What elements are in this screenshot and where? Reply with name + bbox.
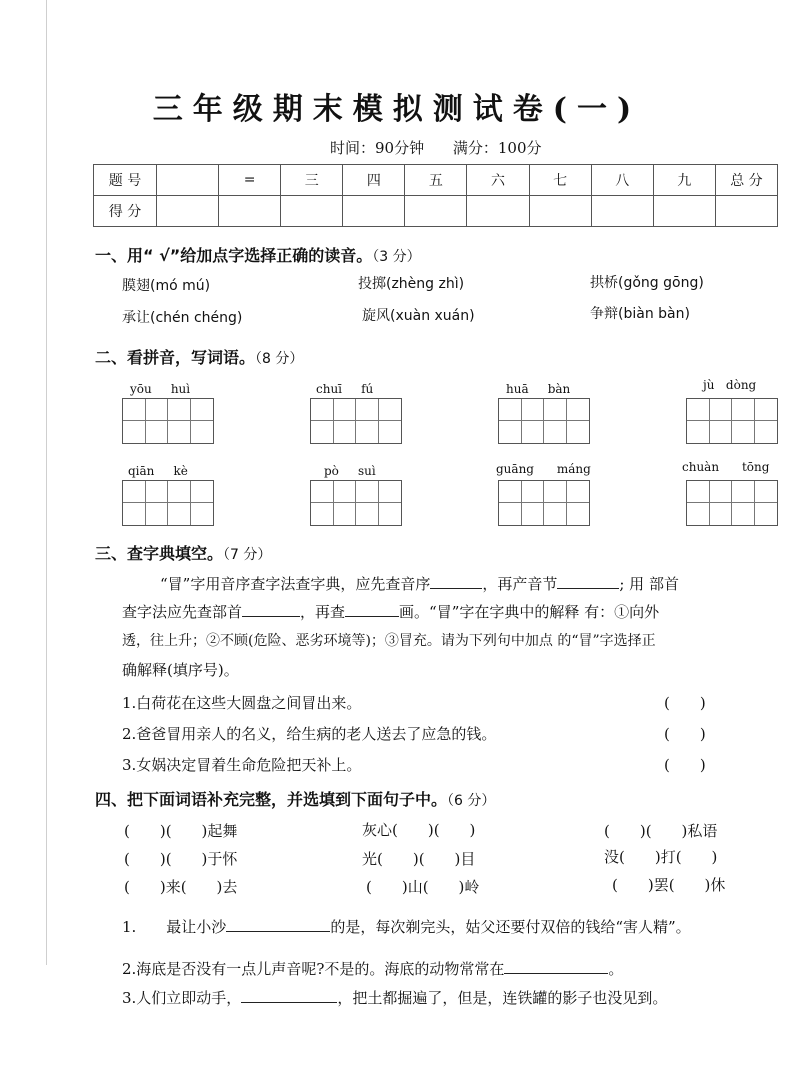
score-input-cell[interactable] [157, 196, 219, 227]
idiom-fill[interactable]: ( )( )于怀 [124, 850, 238, 868]
idiom-fill[interactable]: ( )来( )去 [124, 878, 238, 896]
score-input-cell[interactable] [219, 196, 281, 227]
idiom-fill[interactable]: ( )山( )岭 [366, 878, 480, 896]
score-table-header-row [94, 165, 778, 196]
q1-item: 拱桥(gǒng gōng) [590, 275, 704, 291]
section-3-passage: 透，往上升；②不顾(危险、恶劣环境等)；③冒充。请为下列句中加点 的“冒”字选择正 [122, 633, 656, 649]
writing-grid[interactable] [686, 480, 778, 526]
pinyin-label: pò suì [324, 464, 376, 478]
score-table-cell: 九 [653, 165, 715, 196]
idiom-fill[interactable]: ( )( )私语 [604, 822, 718, 840]
score-table-cell: 七 [529, 165, 591, 196]
section-3-points: （7 分） [223, 547, 272, 563]
pinyin-label: yōu huì [130, 382, 191, 396]
score-input-cell[interactable] [281, 196, 343, 227]
q3-sentence: 1.白荷花在这些大圆盘之间冒出来。 [122, 694, 362, 712]
page-title: 三年级期末模拟测试卷(一) [152, 92, 642, 127]
exam-time: 时间：90分钟 [330, 139, 425, 157]
section-2-title: 二、看拼音，写词语。 [95, 348, 256, 367]
score-table-cell: 得 分 [94, 196, 157, 227]
pinyin-label: guāng máng [496, 462, 591, 476]
pinyin-label: chuàn tōng [682, 460, 770, 474]
writing-grid[interactable] [498, 398, 590, 444]
q4-sentence-2: 2.海底是否没有一点儿声音呢?不是的。海底的动物常常在 。 [122, 960, 624, 978]
answer-box[interactable]: ( ) [664, 756, 706, 774]
score-input-cell[interactable] [591, 196, 653, 227]
score-table-score-row [94, 196, 778, 227]
answer-blank[interactable] [242, 602, 300, 617]
pinyin-label: huā bàn [506, 382, 571, 396]
score-table-cell: 三 [281, 165, 343, 196]
section-3-heading [95, 541, 271, 564]
q1-item: 投掷(zhèng zhì) [358, 276, 465, 292]
score-table-cell: 五 [405, 165, 467, 196]
q1-item: 承让(chén chéng) [122, 310, 243, 326]
pinyin-label: chuī fú [316, 382, 374, 396]
section-2-heading [95, 345, 303, 368]
score-table-cell [157, 165, 219, 196]
score-input-cell[interactable] [715, 196, 777, 227]
score-input-cell[interactable] [653, 196, 715, 227]
answer-blank[interactable] [504, 959, 608, 974]
writing-grid[interactable] [122, 398, 214, 444]
pinyin-label: qiān kè [128, 464, 188, 478]
section-1-title: 一、用“ √”给加点字选择正确的读音。 [95, 246, 373, 265]
section-4-title: 四、把下面词语补充完整，并选填到下面句子中。 [95, 790, 448, 809]
score-table-cell: = [219, 165, 281, 196]
writing-grid[interactable] [310, 398, 402, 444]
section-4-heading [95, 787, 495, 810]
idiom-fill[interactable]: 没( )打( ) [604, 848, 718, 866]
section-3-passage: 查字法应先查部首 ，再查 画。“冒”字在字典中的解释 有：①向外 [122, 603, 660, 621]
binding-margin-line [46, 0, 47, 965]
answer-blank[interactable] [557, 574, 619, 589]
score-table-cell: 八 [591, 165, 653, 196]
exam-meta [330, 137, 566, 158]
idiom-fill[interactable]: 光( )( )目 [362, 850, 476, 868]
q1-item: 膜翅(mó mú) [122, 278, 211, 294]
score-input-cell[interactable] [529, 196, 591, 227]
q4-sentence-1: 1. 最让小沙 的是，每次剃完头，姑父还要付双倍的钱给“害人精”。 [122, 918, 691, 936]
score-table-cell: 总 分 [715, 165, 777, 196]
section-1-heading [95, 243, 421, 266]
writing-grid[interactable] [686, 398, 778, 444]
section-3-passage: “冒”字用音序查字法查字典，应先查音序 ，再产音节 ; 用 部首 [160, 575, 679, 593]
answer-blank[interactable] [430, 574, 482, 589]
answer-blank[interactable] [241, 988, 337, 1003]
exam-full-score: 满分：100分 [452, 139, 542, 157]
q3-sentence: 3.女娲决定冒着生命危险把天补上。 [122, 756, 362, 774]
answer-box[interactable]: ( ) [664, 694, 706, 712]
answer-blank[interactable] [226, 917, 330, 932]
answer-box[interactable]: ( ) [664, 725, 706, 743]
pinyin-label: jù dòng [703, 378, 757, 392]
writing-grid[interactable] [498, 480, 590, 526]
score-input-cell[interactable] [405, 196, 467, 227]
section-3-passage: 确解释(填序号)。 [122, 661, 239, 679]
score-table-cell: 四 [343, 165, 405, 196]
score-table-cell: 题 号 [94, 165, 157, 196]
score-table [93, 164, 778, 227]
section-4-points: （6 分） [447, 793, 496, 809]
writing-grid[interactable] [310, 480, 402, 526]
answer-blank[interactable] [345, 602, 399, 617]
idiom-fill[interactable]: ( )罢( )休 [612, 876, 726, 894]
q1-item: 争辩(biàn bàn) [590, 306, 690, 322]
section-3-title: 三、查字典填空。 [95, 544, 224, 563]
idiom-fill[interactable]: 灰心( )( ) [362, 821, 476, 839]
score-input-cell[interactable] [467, 196, 529, 227]
section-1-points: （3 分） [372, 249, 421, 265]
idiom-fill[interactable]: ( )( )起舞 [124, 822, 238, 840]
q3-sentence: 2.爸爸冒用亲人的名义，给生病的老人送去了应急的钱。 [122, 725, 497, 743]
score-input-cell[interactable] [343, 196, 405, 227]
section-2-points: （8 分） [255, 351, 304, 367]
q4-sentence-3: 3.人们立即动手， ，把土都掘遍了，但是，连铁罐的影子也没见到。 [122, 989, 668, 1007]
score-table-cell: 六 [467, 165, 529, 196]
q1-item: 旋风(xuàn xuán) [362, 308, 475, 324]
writing-grid[interactable] [122, 480, 214, 526]
